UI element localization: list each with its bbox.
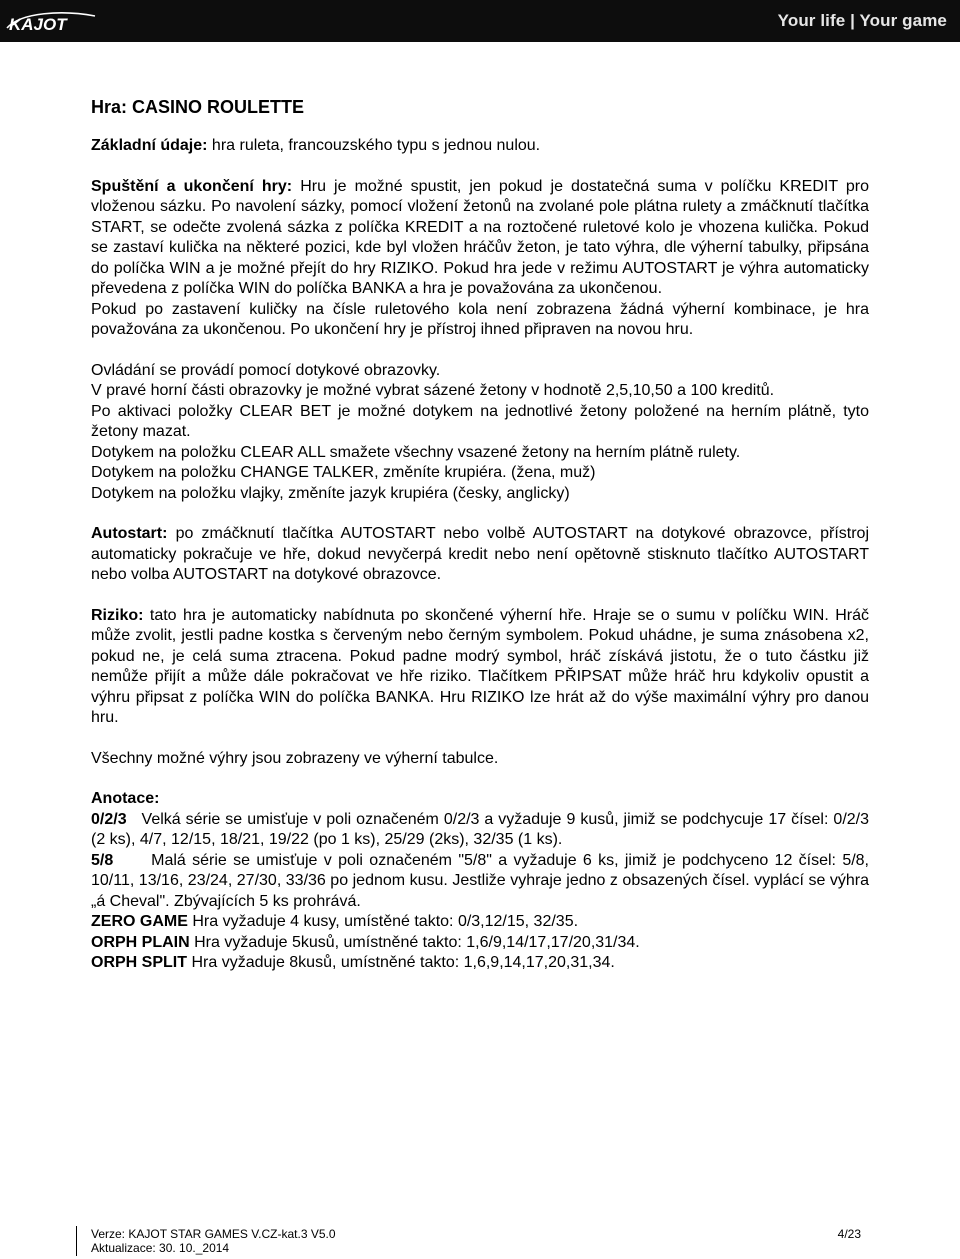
controls-line: Ovládání se provádí pomocí dotykové obrazovky. — [91, 361, 441, 379]
footer-version: Verze: KAJOT STAR GAMES V.CZ-kat.3 V5.0 — [91, 1227, 336, 1241]
annotation-label: 0/2/3 — [91, 810, 127, 828]
controls-line: Po aktivaci položky CLEAR BET je možné dotykem na jednotlivé žetony položené na herním plátně, tyto žetony mazat. — [91, 402, 869, 440]
all-wins-note: Všechny možné výhry jsou zobrazeny ve výherní tabulce. — [91, 749, 499, 767]
annotation-title — [91, 789, 869, 810]
risk-label: Riziko: — [91, 606, 144, 624]
controls-line: Dotykem na položku CHANGE TALKER, změníte krupiéra. (žena, muž) — [91, 464, 596, 481]
basic-text: hra ruleta, francouzského typu s jednou nulou. — [207, 137, 541, 154]
page-title: Hra: CASINO ROULETTE — [91, 97, 305, 117]
annotation-text: Hra vyžaduje 8kusů, umístněné takto: 1,6,9,14,17,20,31,34. — [187, 954, 615, 971]
controls-line: Dotykem na položku CLEAR ALL smažete všechny vsazené žetony na herním plátně rulety. — [91, 443, 741, 461]
annotation-label: ZERO GAME — [91, 913, 188, 930]
start-label: Spuštění a ukončení hry: — [91, 177, 293, 195]
start-text-2: Pokud po zastavení kuličky na čísle ruletového kola není zobrazena žádná výherní kombinace, je hra považována za ukončenou. Po ukončení hry je přístroj ihned připraven na novou hru. — [91, 300, 869, 338]
annotation-item — [91, 953, 869, 974]
annotation-text: Hra vyžaduje 4 kusy, umístěné takto: 0/3,12/15, 32/35. — [187, 913, 579, 930]
autostart-section — [91, 524, 869, 586]
annotation-item — [91, 851, 874, 913]
basic-info — [91, 136, 869, 157]
page-number: 4/23 — [837, 1227, 861, 1241]
annotation-item — [91, 912, 869, 933]
document-body — [91, 96, 874, 974]
footer-updated: Aktualizace: 30. 10._2014 — [91, 1241, 230, 1255]
risk-section — [91, 606, 869, 729]
header-bar — [0, 0, 960, 42]
autostart-text: po zmáčknutí tlačítka AUTOSTART nebo volbě AUTOSTART na dotykové obrazovce, přístroj automaticky pokračuje ve hře, dokud nevyčerpá kredit nebo není opětovně stisknuto tlačítko AUTOSTART nebo volba AUTOSTART na dotykové obrazovce. — [91, 525, 869, 583]
footer — [91, 1227, 861, 1255]
controls-line: V pravé horní části obrazovky je možné vybrat sázené žetony v hodnotě 2,5,10,50 a 100 kreditů. — [91, 382, 775, 399]
annotation-text: Velká série se umisťuje v poli označeném 0/2/3 a vyžaduje 9 kusů, jimiž se podchycuje 17 čísel: 0/2/3 (2 ks), 4/7, 12/15, 18/21, 19/22 (po 1 ks), 25/29 (2ks), 32/35 (1 ks). — [91, 810, 874, 848]
annotation-text: Malá série se umisťuje v poli označeném "5/8" a vyžaduje 6 ks, jimiž je podchyceno 12 čísel: 5/8, 10/11, 13/16, 23/24, 27/30, 33/36 po jednom kusu. Jestliže vyhraje jedno z obsazených čísel. vyplácí se výhra „á Cheval". Zbývajících 5 ks prohrává. — [91, 851, 874, 910]
basic-label: Základní údaje: — [91, 137, 208, 154]
svg-text:KAJOT: KAJOT — [9, 15, 67, 34]
annotation-label: ORPH SPLIT — [91, 954, 188, 971]
risk-text: tato hra je automaticky nabídnuta po skončené výherní hře. Hraje se o sumu v políčku WIN. Hráč může zvolit, jestli padne kostka s červeným nebo černým symbolem. Pokud uhádne, je suma znásobena x2, pokud ne, je celá suma ztracena. Pokud padne modrý symbol, hráč získává jistotu, že o tuto částku již nemůže přijít a může dále pokračovat ve hře riziko. Tlačítkem PŘIPSAT může hráč hru kdykoliv opustit a výhru připsat z políčka WIN do políčka BANKA. Hru RIZIKO lze hrát až do výše maximální výhry pro danou hru. — [91, 606, 869, 726]
controls-line: Dotykem na položku vlajky, změníte jazyk krupiéra (česky, anglicky) — [91, 484, 570, 502]
annotation-title-text: Anotace: — [91, 790, 160, 807]
annotation-label: ORPH PLAIN — [91, 933, 190, 951]
tagline: Your life | Your game — [777, 11, 947, 30]
footer-margin-line — [76, 1226, 77, 1256]
annotation-item — [91, 810, 874, 851]
kajot-logo — [3, 6, 99, 36]
autostart-label: Autostart: — [91, 525, 168, 542]
start-section — [91, 177, 869, 300]
annotation-label: 5/8 — [91, 851, 114, 869]
start-text: Hru je možné spustit, jen pokud je dostatečná suma v políčku KREDIT pro vloženou sázku. Po navolení sázky, pomocí vložení žetonů na zvolané pole plátna rulety a zmáčknutí tlačítka START, se odečte zvolená sázka z políčka KREDIT a na roztočené ruletové kolo je vhozena kulička. Pokud se zastaví kulička na některé pozici, kde byl vložen hráčův žeton, je tato výhra, dle výherní tabulky, připsána do políčka WIN a je možné přejít do hry RIZIKO. Pokud hra jede v režimu AUTOSTART je výhra automaticky převedena z políčka WIN do políčka BANKA a hra je považována za ukončenou. — [91, 177, 869, 297]
annotation-text: Hra vyžaduje 5kusů, umístněné takto: 1,6/9,14/17,17/20,31/34. — [189, 933, 640, 951]
annotation-item — [91, 933, 869, 954]
